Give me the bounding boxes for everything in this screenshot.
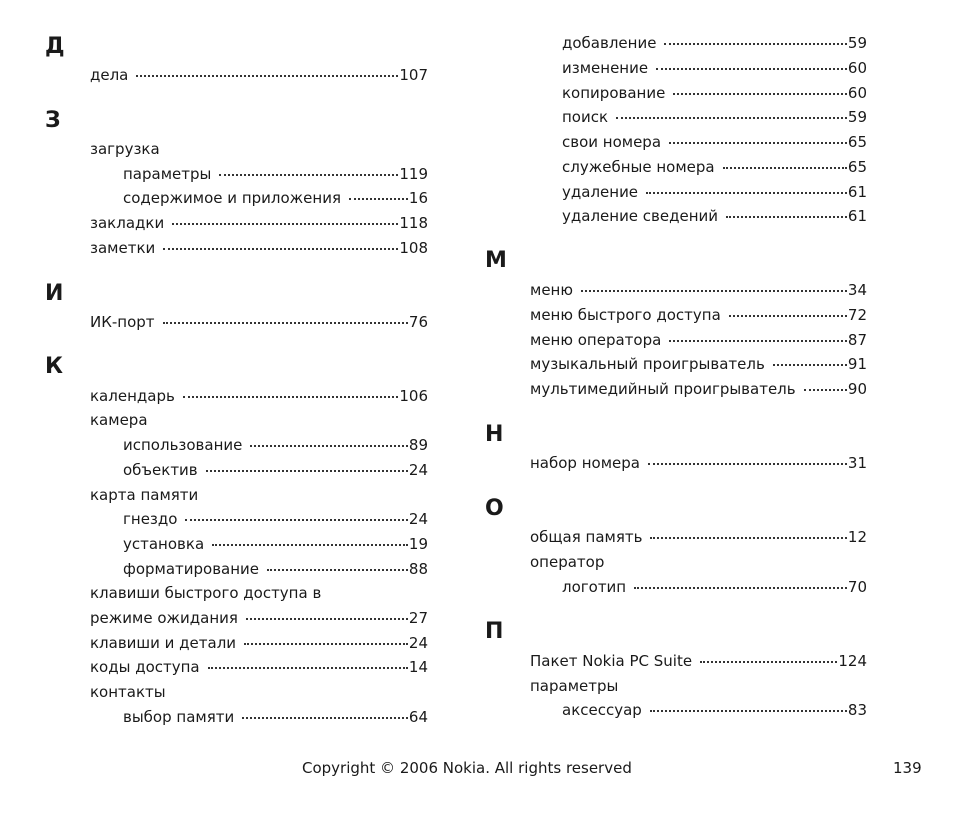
entry-page: 61: [847, 207, 867, 225]
entry-page: 34: [847, 281, 867, 299]
entry-page: 72: [847, 306, 867, 324]
leader-dots: [185, 519, 407, 521]
index-entry: [530, 308, 867, 323]
index-entry: [530, 382, 867, 397]
index-entry: [90, 611, 428, 626]
leader-dots: [267, 569, 408, 571]
index-entry: [90, 488, 428, 503]
entry-page: 70: [847, 578, 867, 596]
entry-page: 118: [399, 214, 428, 232]
index-subentry: [123, 512, 428, 527]
index-entry: [90, 586, 428, 601]
leader-dots: [669, 142, 847, 144]
entry-text: удаление сведений: [562, 207, 719, 225]
index-entry: [90, 389, 428, 404]
leader-dots: [773, 364, 847, 366]
entry-page: 90: [847, 380, 867, 398]
index-subentry: [562, 110, 867, 125]
leader-dots: [634, 587, 847, 589]
entry-text: оператор: [530, 553, 605, 571]
leader-dots: [208, 667, 408, 669]
index-entry: [530, 357, 867, 372]
entry-page: 107: [399, 66, 428, 84]
index-subentry: [123, 710, 428, 725]
entry-text: закладки: [90, 214, 165, 232]
index-entry: [530, 283, 867, 298]
entry-text: камера: [90, 411, 148, 429]
leader-dots: [729, 315, 847, 317]
leader-dots: [656, 68, 847, 70]
entry-page: 24: [408, 510, 428, 528]
index-entry: [530, 679, 867, 694]
entry-text: мультимедийный проигрыватель: [530, 380, 796, 398]
entry-text: установка: [123, 535, 205, 553]
leader-dots: [646, 192, 847, 194]
entry-text: меню быстрого доступа: [530, 306, 721, 324]
entry-text: гнездо: [123, 510, 178, 528]
index-entry: [90, 142, 428, 157]
entry-page: 89: [408, 436, 428, 454]
entry-text: поиск: [562, 108, 609, 126]
entry-page: 106: [399, 387, 428, 405]
leader-dots: [650, 710, 847, 712]
leader-dots: [581, 290, 847, 292]
entry-text: клавиши быстрого доступа в: [90, 584, 322, 602]
entry-page: 31: [847, 454, 867, 472]
index-entry: [530, 530, 867, 545]
leader-dots: [246, 618, 408, 620]
entry-page: 59: [847, 34, 867, 52]
entry-text: режиме ожидания: [90, 609, 238, 627]
index-subentry: [562, 36, 867, 51]
entry-text: музыкальный проигрыватель: [530, 355, 765, 373]
index-entry: [90, 315, 428, 330]
entry-text: служебные номера: [562, 158, 715, 176]
section-letter-m: М: [485, 248, 507, 273]
leader-dots: [673, 93, 847, 95]
entry-page: 61: [847, 183, 867, 201]
entry-text: клавиши и детали: [90, 634, 237, 652]
entry-text: набор номера: [530, 454, 640, 472]
entry-page: 87: [847, 331, 867, 349]
leader-dots: [648, 463, 847, 465]
entry-text: логотип: [562, 578, 627, 596]
index-subentry: [123, 191, 428, 206]
index-subentry: [562, 135, 867, 150]
entry-page: 14: [408, 658, 428, 676]
leader-dots: [136, 75, 398, 77]
entry-page: 119: [399, 165, 428, 183]
index-subentry: [562, 209, 867, 224]
leader-dots: [669, 340, 847, 342]
copyright-notice: Copyright © 2006 Nokia. All rights reserved: [302, 759, 632, 777]
section-letter-o: О: [485, 496, 504, 521]
entry-text: контакты: [90, 683, 166, 701]
leader-dots: [700, 661, 837, 663]
leader-dots: [723, 167, 847, 169]
index-entry: [90, 636, 428, 651]
index-subentry: [123, 463, 428, 478]
section-letter-p: П: [485, 619, 504, 644]
leader-dots: [244, 643, 408, 645]
index-entry: [90, 413, 428, 428]
section-letter-i: И: [45, 281, 64, 306]
entry-text: коды доступа: [90, 658, 200, 676]
entry-text: параметры: [530, 677, 619, 695]
entry-page: 27: [408, 609, 428, 627]
index-subentry: [123, 167, 428, 182]
leader-dots: [172, 223, 398, 225]
entry-text: общая память: [530, 528, 643, 546]
index-entry: [90, 660, 428, 675]
entry-page: 65: [847, 158, 867, 176]
entry-text: аксессуар: [562, 701, 642, 719]
index-entry: [530, 333, 867, 348]
entry-page: 24: [408, 461, 428, 479]
entry-page: 65: [847, 133, 867, 151]
entry-page: 60: [847, 84, 867, 102]
leader-dots: [212, 544, 408, 546]
entry-page: 60: [847, 59, 867, 77]
entry-page: 24: [408, 634, 428, 652]
entry-page: 12: [847, 528, 867, 546]
leader-dots: [726, 216, 847, 218]
entry-text: объектив: [123, 461, 198, 479]
index-entry: [90, 685, 428, 700]
index-entry: [530, 654, 867, 669]
entry-page: 108: [399, 239, 428, 257]
index-subentry: [123, 438, 428, 453]
page-number: 139: [893, 759, 922, 777]
entry-text: календарь: [90, 387, 175, 405]
entry-text: изменение: [562, 59, 649, 77]
entry-text: свои номера: [562, 133, 662, 151]
leader-dots: [804, 389, 847, 391]
entry-page: 83: [847, 701, 867, 719]
entry-text: содержимое и приложения: [123, 189, 341, 207]
entry-text: заметки: [90, 239, 156, 257]
index-subentry: [562, 580, 867, 595]
index-entry: [530, 456, 867, 471]
leader-dots: [250, 445, 408, 447]
index-subentry: [562, 86, 867, 101]
index-entry: [530, 555, 867, 570]
entry-page: 91: [847, 355, 867, 373]
index-subentry: [123, 562, 428, 577]
entry-page: 88: [408, 560, 428, 578]
leader-dots: [242, 717, 408, 719]
section-letter-z: З: [45, 108, 61, 133]
entry-text: форматирование: [123, 560, 260, 578]
entry-page: 76: [408, 313, 428, 331]
leader-dots: [163, 322, 408, 324]
entry-text: меню: [530, 281, 573, 299]
entry-text: копирование: [562, 84, 666, 102]
entry-text: дела: [90, 66, 129, 84]
entry-text: карта памяти: [90, 486, 199, 504]
index-subentry: [562, 703, 867, 718]
entry-page: 124: [838, 652, 867, 670]
entry-text: добавление: [562, 34, 657, 52]
section-letter-k: К: [45, 354, 63, 379]
leader-dots: [616, 117, 847, 119]
entry-text: выбор памяти: [123, 708, 235, 726]
entry-page: 59: [847, 108, 867, 126]
entry-page: 16: [408, 189, 428, 207]
index-subentry: [562, 61, 867, 76]
section-letter-d: Д: [45, 34, 65, 59]
entry-text: загрузка: [90, 140, 160, 158]
index-subentry: [562, 185, 867, 200]
entry-page: 64: [408, 708, 428, 726]
leader-dots: [349, 198, 408, 200]
entry-text: ИК-порт: [90, 313, 155, 331]
index-entry: [90, 241, 428, 256]
index-entry: [90, 68, 428, 83]
leader-dots: [206, 470, 408, 472]
leader-dots: [650, 537, 846, 539]
index-subentry: [562, 160, 867, 175]
leader-dots: [664, 43, 846, 45]
entry-text: использование: [123, 436, 243, 454]
leader-dots: [183, 396, 399, 398]
leader-dots: [163, 248, 398, 250]
leader-dots: [219, 174, 398, 176]
entry-text: удаление: [562, 183, 639, 201]
entry-page: 19: [408, 535, 428, 553]
entry-text: меню оператора: [530, 331, 662, 349]
index-entry: [90, 216, 428, 231]
index-subentry: [123, 537, 428, 552]
entry-text: параметры: [123, 165, 212, 183]
section-letter-n: Н: [485, 422, 504, 447]
entry-text: Пакет Nokia PC Suite: [530, 652, 693, 670]
